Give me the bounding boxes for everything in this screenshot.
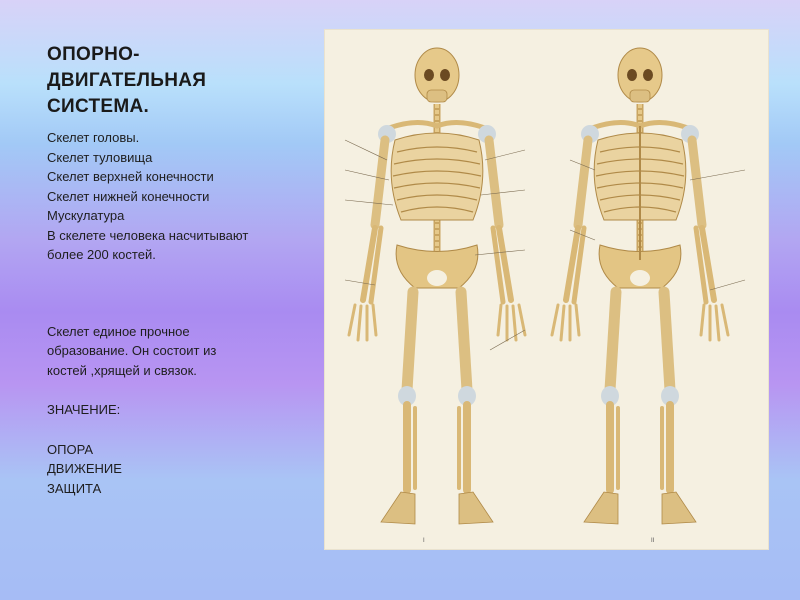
meaning-protection: ЗАЩИТА: [47, 480, 102, 496]
figure-label-back: II: [651, 538, 655, 544]
figure-label-front: I: [423, 538, 425, 544]
slide-title: ОПОРНО- ДВИГАТЕЛЬНАЯ СИСТЕМА.: [47, 44, 207, 117]
line-musculature: Мускулатура: [47, 208, 125, 223]
line-upper-limb: Скелет верхней конечности: [47, 169, 214, 184]
meaning-support: ОПОРА: [47, 441, 94, 457]
meaning-movement: ДВИЖЕНИЕ: [47, 461, 122, 476]
line-bone-count: В скелете человека насчитывают более 200 костей.: [47, 227, 249, 262]
skeleton-back-figure: [552, 48, 728, 524]
skeleton-front-figure: [349, 48, 525, 524]
bullet-list: [47, 128, 327, 498]
line-head-skeleton: Скелет головы.: [47, 130, 140, 145]
line-trunk-skeleton: Скелет туловища: [47, 149, 153, 165]
meaning-heading: ЗНАЧЕНИЕ:: [47, 402, 121, 417]
line-lower-limb: Скелет нижней конечности: [47, 188, 210, 204]
skeleton-illustration: [325, 30, 768, 549]
description-text: Скелет единое прочное образование. Он состоит из костей ,хрящей и связок.: [47, 323, 217, 378]
